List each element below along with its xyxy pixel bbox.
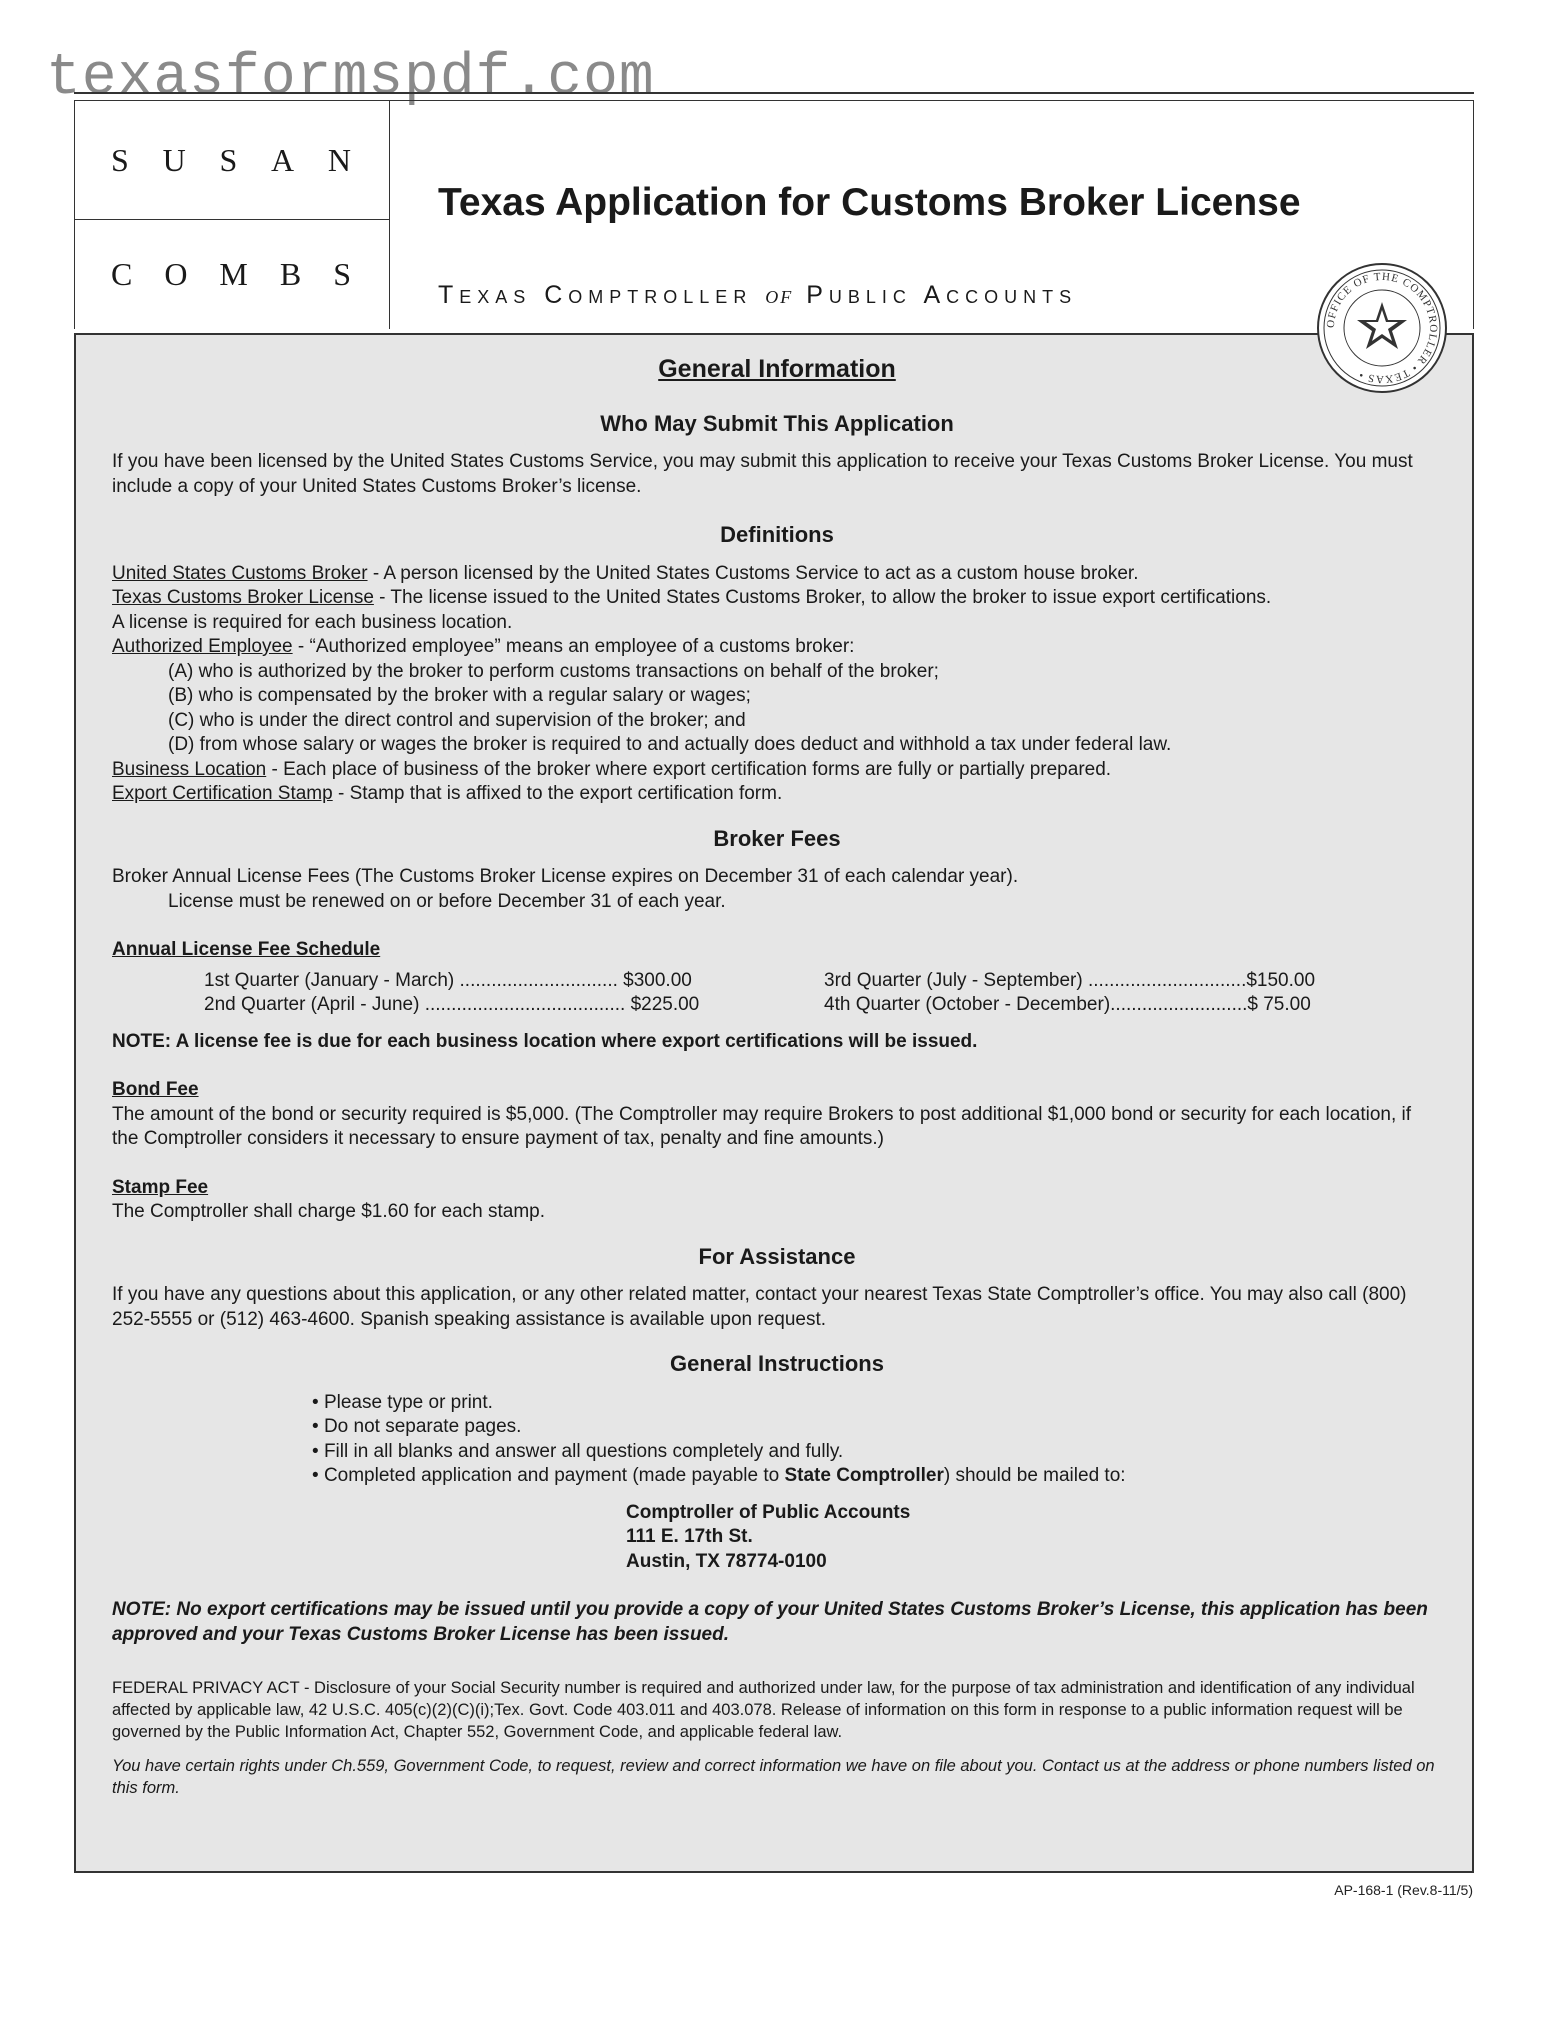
definition-extra: A license is required for each business location. (112, 611, 513, 633)
name-letter: A (271, 141, 295, 178)
definition-subitem: (B) who is compensated by the broker with a regular salary or wages; (168, 685, 751, 706)
general-info-heading: General Information (658, 355, 896, 383)
rights-text: You have certain rights under Ch.559, Government Code, to request, review and correct information we have on file about you. Contact us at the address or phone numbers listed on this form. (112, 1757, 1435, 1797)
fee-q3: 3rd Quarter (July - September) ..............................$150.00 (824, 969, 1316, 991)
list-item: • Do not separate pages. (312, 1416, 522, 1437)
stamp-heading: Stamp Fee (112, 1176, 209, 1198)
assistance-text: If you have any questions about this application, or any other related matter, contact your nearest Texas State Comptroller’s office. You may also call (800) 252-5555 or (512) 463-4600. Spanish speaking assistance is available upon request. (112, 1284, 1407, 1330)
fee-schedule (112, 969, 1442, 1018)
form-panel (74, 333, 1474, 1873)
definition-text: - “Authorized employee” means an employee of a customs broker: (292, 636, 855, 657)
bond-text: The amount of the bond or security required is $5,000. (The Comptroller may require Brokers to post additional $1,000 bond or security for each location, if the Comptroller considers it necessary to ensure payment of tax, penalty and fine amounts.) (112, 1103, 1412, 1149)
name-letter: N (327, 141, 351, 178)
who-text: If you have been licensed by the United States Customs Service, you may submit this application to receive your Texas Customs Broker License. You must include a copy of your United States Customs Broker’s license. (112, 451, 1413, 497)
fee-q4: 4th Quarter (October - December)..........................$ 75.00 (824, 994, 1311, 1015)
watermark-text: texasformspdf.com (46, 46, 655, 111)
name-letter: M (219, 256, 248, 292)
who-heading: Who May Submit This Application (600, 410, 954, 436)
instruction-text: Please type or print. (323, 1391, 493, 1413)
address-line: Comptroller of Public Accounts (626, 1501, 911, 1523)
fees-intro-2: License must be renewed on or before December 31 of each year. (168, 890, 726, 912)
definition-subitem: (A) who is authorized by the broker to perform customs transactions on behalf of the broker; (168, 660, 939, 682)
name-letter: B (279, 256, 302, 292)
fee-note: NOTE: A license fee is due for each business location where export certifications will be issued. (112, 1030, 978, 1052)
instruction-text: ) should be mailed to: (943, 1465, 1126, 1486)
definition-item (112, 635, 1442, 660)
assistance-heading: For Assistance (698, 1243, 856, 1269)
bond-heading: Bond Fee (112, 1079, 199, 1100)
mailing-address (112, 1501, 1442, 1575)
definition-subitem: (C) who is under the direct control and supervision of the broker; and (168, 709, 746, 731)
comptroller-seal-icon (1316, 262, 1448, 394)
definition-term: Export Certification Stamp (112, 783, 333, 804)
agency-name (438, 281, 1077, 310)
name-letter: S (111, 141, 129, 178)
definition-item (112, 758, 1442, 783)
definition-text: - A person licensed by the United States Customs Service to act as a custom house broker. (367, 562, 1139, 584)
privacy-act-text: FEDERAL PRIVACY ACT - Disclosure of your Social Security number is required and authorized under law, for the purpose of tax administration and identification of any individual affected by applicable law, 42 U.S.C. 405(c)(2)(C)(i);Tex. Govt. Code 403.011 and 403.078. Release of information on this form in response to a public information request will be governed by the Public Information Act, Chapter 552, Government Code, and applicable federal law. (112, 1679, 1415, 1741)
agency-part1: Texas Comptroller (438, 281, 753, 309)
fee-q1: 1st Quarter (January - March) .............................. $300.00 (204, 969, 692, 991)
definition-item (112, 586, 1442, 611)
name-letter: S (219, 141, 238, 178)
name-first (75, 101, 389, 220)
license-note: NOTE: No export certifications may be issued until you provide a copy of your United States Customs Broker’s License, this application has been approved and your Texas Customs Broker License has been issued. (112, 1599, 1428, 1645)
fees-intro: Broker Annual License Fees (The Customs Broker License expires on December 31 of each calendar year). (112, 866, 1019, 887)
definitions-heading: Definitions (720, 522, 834, 547)
definition-text: - The license issued to the United States Customs Broker, to allow the broker to issue export certifications. (373, 587, 1272, 608)
definition-item (112, 782, 1442, 807)
definition-text: - Each place of business of the broker where export certification forms are fully or partially prepared. (266, 758, 1112, 780)
title-block (390, 101, 1474, 329)
seal-text: OFFICE OF THE COMPTROLLER • TEXAS • (1324, 270, 1440, 386)
name-letter: S (333, 256, 351, 292)
fee-q2: 2nd Quarter (April - June) ...................................... $225.00 (204, 994, 700, 1015)
definition-subitem: (D) from whose salary or wages the broker is required to and actually does deduct and withhold a tax under federal law. (168, 734, 1172, 755)
definition-term: Authorized Employee (112, 636, 293, 657)
name-block (74, 101, 390, 329)
definition-text: - Stamp that is affixed to the export certification form. (332, 783, 783, 804)
page-title: Texas Application for Customs Broker License (438, 181, 1301, 224)
form-content (112, 357, 1442, 1799)
agency-of: of (765, 282, 794, 309)
instruction-text: Fill in all blanks and answer all questions completely and fully. (323, 1440, 844, 1462)
list-item: • Fill in all blanks and answer all questions completely and fully. (312, 1440, 844, 1462)
definition-term: Texas Customs Broker License (112, 587, 374, 608)
name-last (75, 220, 389, 329)
name-letter: U (162, 141, 186, 178)
name-letter: C (111, 256, 133, 292)
list-item: • Completed application and payment (made payable to State Comptroller) should be mailed to: (312, 1465, 1126, 1486)
address-line: Austin, TX 78774-0100 (626, 1550, 827, 1572)
fee-schedule-heading: Annual License Fee Schedule (112, 939, 381, 960)
instructions-list (112, 1391, 1442, 1489)
instruction-text: Completed application and payment (made payable to (323, 1465, 785, 1486)
address-line: 111 E. 17th St. (626, 1526, 753, 1547)
definition-term: Business Location (112, 758, 267, 780)
agency-part2: Public Accounts (806, 281, 1078, 309)
instruction-text: Do not separate pages. (323, 1416, 522, 1437)
stamp-text: The Comptroller shall charge $1.60 for each stamp. (112, 1201, 545, 1222)
form-code: AP-168-1 (Rev.8-11/5) (1334, 1882, 1473, 1898)
fees-heading: Broker Fees (713, 825, 841, 851)
definition-item (112, 562, 1442, 587)
instructions-heading: General Instructions (670, 1351, 884, 1376)
name-letter: O (164, 256, 188, 292)
list-item: • Please type or print. (312, 1391, 493, 1413)
definition-term: United States Customs Broker (112, 562, 368, 584)
instruction-bold: State Comptroller (784, 1465, 944, 1486)
